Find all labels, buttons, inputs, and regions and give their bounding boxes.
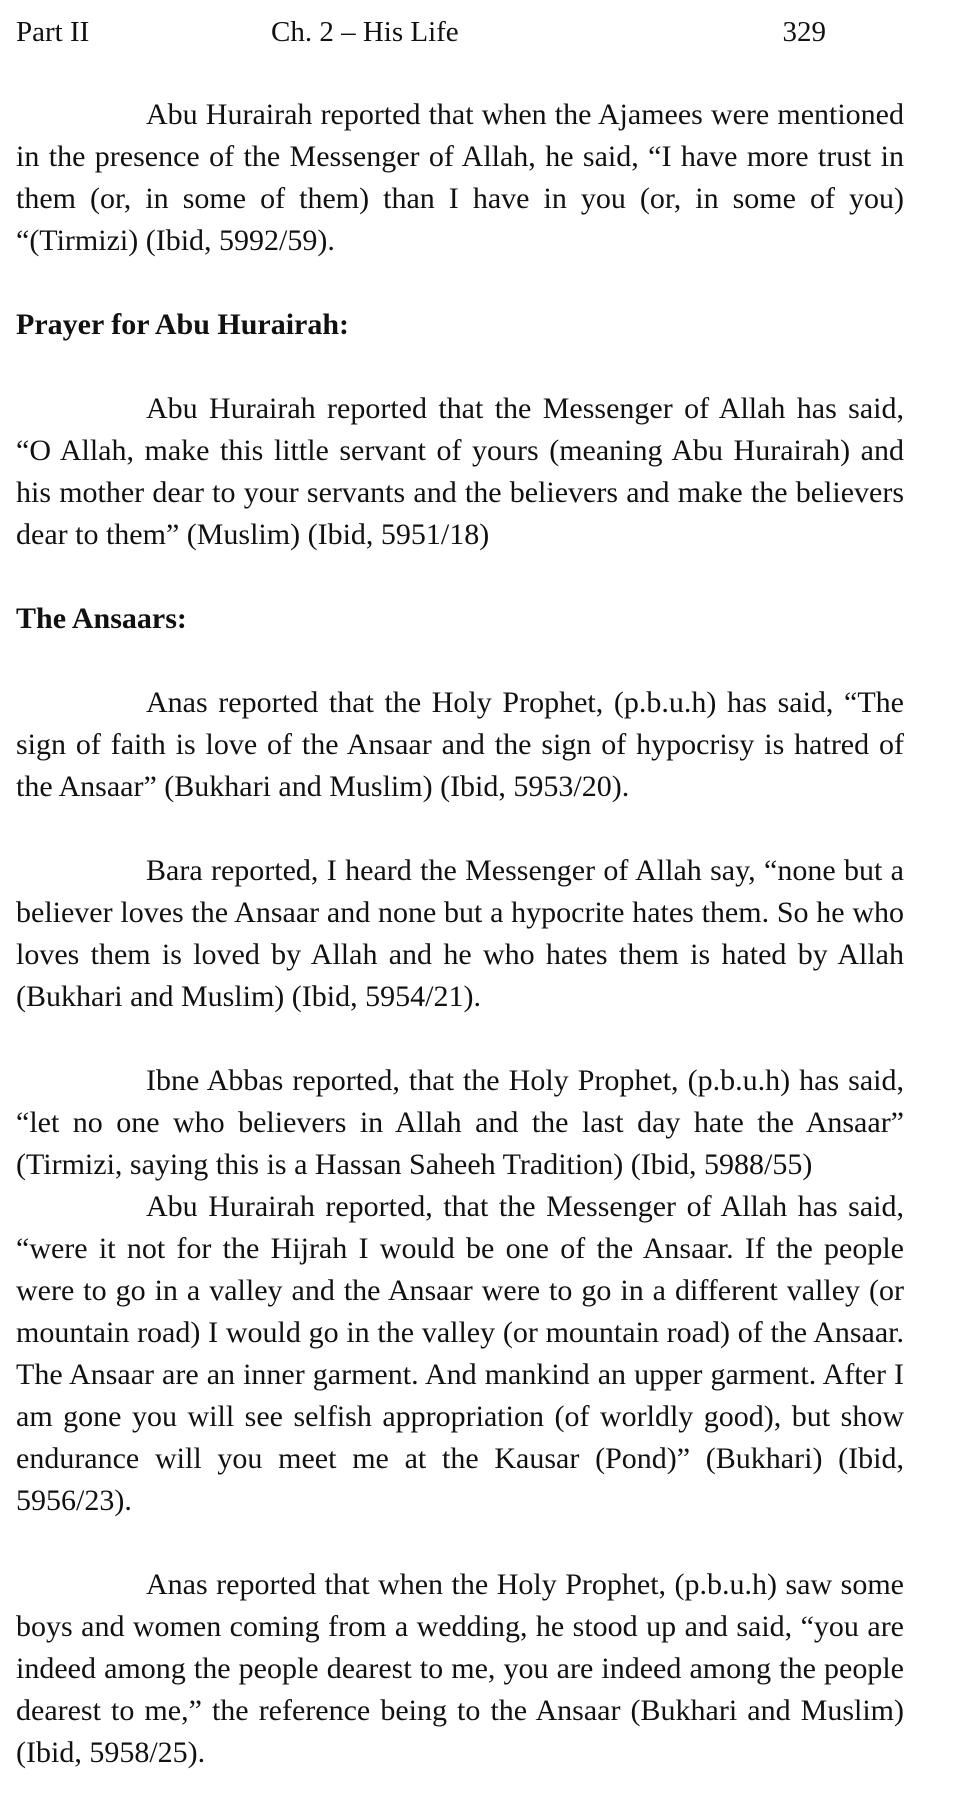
paragraph-bara-reported: Bara reported, I heard the Messenger of Allah say, “none but a believer loves the Ansaar and none but a hypocrite hates them. So he who loves them is loved by Allah and he who hates them is hated by Allah (Bukhari and Muslim) (Ibid, 5954/21). <box>16 854 904 1013</box>
paragraph-ibne-abbas: Ibne Abbas reported, that the Holy Prophet, (p.b.u.h) has said, “let no one who believers in Allah and the last day hate the Ansaar” (Tirmizi, saying this is a Hassan Saheeh Tradition) (Ibid, 5988/55) <box>16 1064 904 1181</box>
page-body <box>16 94 904 1774</box>
heading-prayer-for-abu-hurairah: Prayer for Abu Hurairah: <box>16 308 350 341</box>
paragraph-sign-of-faith: Anas reported that the Holy Prophet, (p.b.u.h) has said, “The sign of faith is love of the Ansaar and the sign of hypocrisy is hatred of the Ansaar” (Bukhari and Muslim) (Ibid, 5953/20). <box>16 686 904 803</box>
running-header <box>16 10 904 54</box>
chapter-title: Ch. 2 – His Life <box>271 16 459 48</box>
paragraph-ajamees: Abu Hurairah reported that when the Ajamees were mentioned in the presence of the Messenger of Allah, he said, “I have more trust in them (or, in some of them) than I have in you (or, in some of you) “(Tirmizi) (Ibid, 5992/59). <box>16 98 904 257</box>
heading-the-ansaars: The Ansaars: <box>16 602 187 635</box>
paragraph-wedding: Anas reported that when the Holy Prophet, (p.b.u.h) saw some boys and women coming from a wedding, he stood up and said, “you are indeed among the people dearest to me, you are indeed among the people dearest to me,” the reference being to the Ansaar (Bukhari and Muslim) (Ibid, 5958/25). <box>16 1568 904 1769</box>
part-label: Part II <box>16 16 90 48</box>
paragraph-prayer: Abu Hurairah reported that the Messenger of Allah has said, “O Allah, make this little servant of yours (meaning Abu Hurairah) and his mother dear to your servants and the believers and make the believers dear to them” (Muslim) (Ibid, 5951/18) <box>16 392 904 551</box>
page-number: 329 <box>782 16 826 48</box>
paragraph-hijrah: Abu Hurairah reported, that the Messenger of Allah has said, “were it not for the Hijrah I would be one of the Ansaar. If the people were to go in a valley and the Ansaar were to go in a different valley (or mountain road) I would go in the valley (or mountain road) of the Ansaar. The Ansaar are an inner garment. And mankind an upper garment. After I am gone you will see selfish appropriation (of worldly good), but show endurance will you meet me at the Kausar (Pond)” (Bukhari) (Ibid, 5956/23). <box>16 1190 904 1517</box>
